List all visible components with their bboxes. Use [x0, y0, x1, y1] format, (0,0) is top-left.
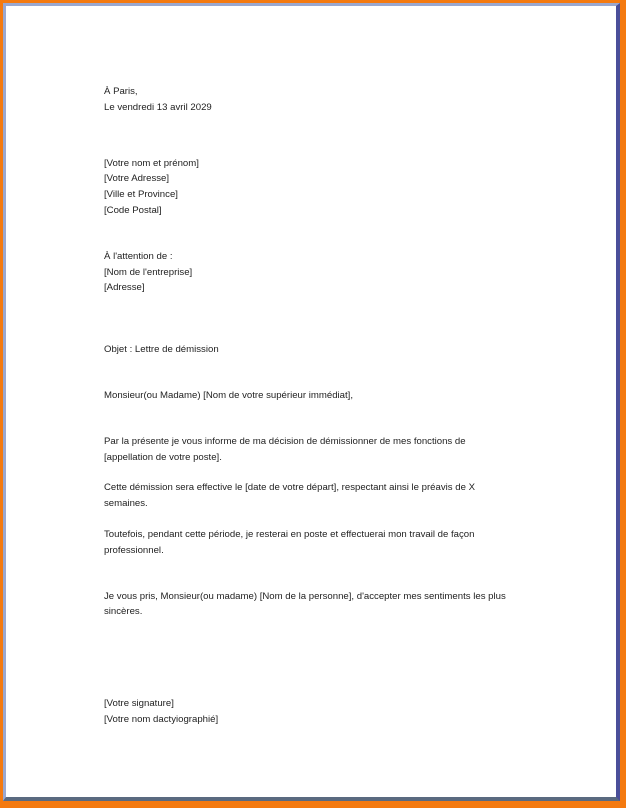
place: À Paris, [104, 86, 138, 97]
sender-city: [Ville et Province] [104, 189, 178, 200]
closing-line-1: Je vous pris, Monsieur(ou madame) [Nom de la personne], d'accepter mes sentiments les plus [104, 591, 506, 602]
document-page [3, 3, 620, 801]
sender-name: [Votre nom et prénom] [104, 158, 199, 169]
signature: [Votre signature] [104, 698, 174, 709]
paragraph-3-line-2: professionnel. [104, 545, 164, 556]
paragraph-3-line-1: Toutefois, pendant cette période, je resterai en poste et effectuerai mon travail de façon [104, 529, 475, 540]
paragraph-2-line-1: Cette démission sera effective le [date de votre départ], respectant ainsi le préavis de X [104, 482, 475, 493]
date: Le vendredi 13 avril 2029 [104, 102, 212, 113]
subject: Objet : Lettre de démission [104, 344, 219, 355]
salutation: Monsieur(ou Madame) [Nom de votre supérieur immédiat], [104, 390, 354, 401]
paragraph-1-line-1: Par la présente je vous informe de ma décision de démissionner de mes fonctions de [104, 436, 466, 447]
typed-name: [Votre nom dactyiographié] [104, 714, 219, 725]
sender-address: [Votre Adresse] [104, 173, 170, 184]
recipient-intro: À l'attention de : [104, 251, 173, 262]
paragraph-2-line-2: semaines. [104, 498, 148, 509]
recipient-address: [Adresse] [104, 282, 145, 293]
paragraph-1-line-2: [appellation de votre poste]. [104, 452, 222, 463]
recipient-company: [Nom de l'entreprise] [104, 267, 193, 278]
sender-postal: [Code Postal] [104, 205, 162, 216]
closing-line-2: sincères. [104, 606, 143, 617]
